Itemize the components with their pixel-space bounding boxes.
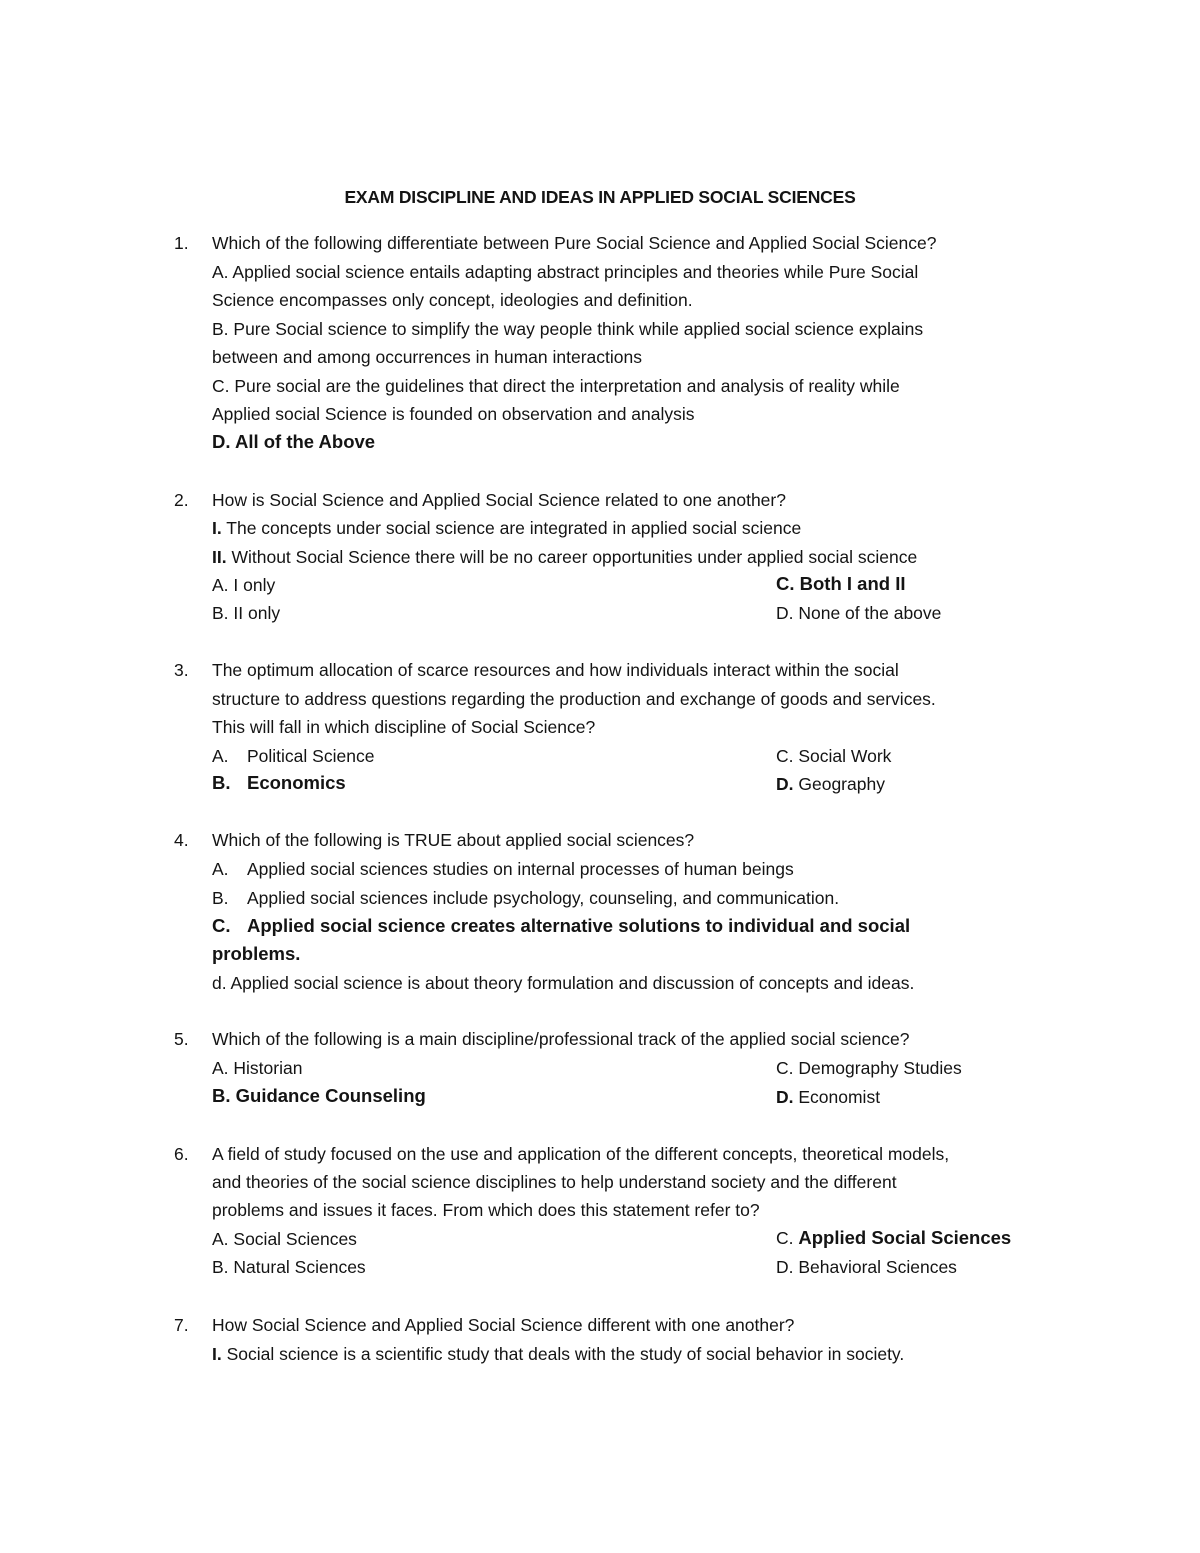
option-a: A. Social Sciences: [212, 1229, 357, 1249]
option-label: A.: [212, 746, 229, 766]
option-label: B.: [212, 772, 231, 793]
option-a: A. Applied social science entails adapting abstract principles and theories while Pure Social: [212, 262, 919, 282]
option-c: C. Pure social are the guidelines that direct the interpretation and analysis of reality while: [212, 376, 900, 396]
option-d: [776, 773, 885, 795]
option-b-answer: B. Guidance Counseling: [212, 1085, 426, 1106]
statement-label: II.: [212, 547, 227, 567]
question-text: A field of study focused on the use and application of the different concepts, theoretical models,: [212, 1144, 950, 1164]
option-text: II only: [228, 603, 281, 623]
statement-text: Without Social Science there will be no career opportunities under applied social science: [226, 547, 918, 567]
option-label: C.: [776, 1228, 799, 1248]
option-c-cont: Applied social Science is founded on observation and analysis: [212, 404, 695, 424]
statement-text: Social science is a scientific study that deals with the study of social behavior in society.: [221, 1344, 905, 1364]
question-number: 2.: [174, 490, 189, 510]
option-text: Geography: [793, 774, 885, 794]
option-text: Economics: [247, 772, 346, 793]
option-label: B.: [212, 888, 229, 908]
question-number: 5.: [174, 1029, 189, 1049]
question-text-cont: This will fall in which discipline of Social Science?: [212, 717, 596, 737]
option-c-answer: [776, 1227, 1011, 1249]
statement-1: [212, 1343, 904, 1365]
option-b: [212, 602, 280, 624]
statement-1: [212, 517, 801, 539]
option-c-answer: C. Both I and II: [776, 573, 906, 594]
option-b: B. Pure Social science to simplify the way people think while applied social science explains: [212, 319, 924, 339]
question-text: The optimum allocation of scarce resources and how individuals interact within the social: [212, 660, 899, 680]
option-d: [776, 1086, 880, 1108]
question-text-cont: problems and issues it faces. From which does this statement refer to?: [212, 1200, 760, 1220]
option-b-answer: [212, 772, 346, 794]
option-c: C. Social Work: [776, 746, 892, 766]
option-b-cont: between and among occurrences in human interactions: [212, 347, 642, 367]
option-text: Economist: [793, 1087, 881, 1107]
question-number: 1.: [174, 233, 189, 253]
question-text: Which of the following differentiate between Pure Social Science and Applied Social Science?: [212, 233, 937, 253]
question-text-cont: structure to address questions regarding the production and exchange of goods and services.: [212, 689, 936, 709]
option-d: D. None of the above: [776, 603, 942, 623]
option-a: A. I only: [212, 575, 276, 595]
question-number: 4.: [174, 830, 189, 850]
option-c-answer-cont: problems.: [212, 943, 301, 964]
option-text: Applied social science creates alternative solutions to individual and social: [247, 915, 911, 936]
question-text-cont: and theories of the social science disciplines to help understand society and the different: [212, 1172, 897, 1192]
option-label: B.: [212, 603, 229, 623]
option-a: [212, 858, 794, 880]
option-d: d. Applied social science is about theory formulation and discussion of concepts and ideas.: [212, 973, 915, 993]
statement-label: I.: [212, 1344, 222, 1364]
option-label: D.: [776, 1087, 794, 1107]
option-text: Applied social sciences include psychology, counseling, and communication.: [247, 888, 840, 908]
question-text: How is Social Science and Applied Social Science related to one another?: [212, 490, 786, 510]
page-title: EXAM DISCIPLINE AND IDEAS IN APPLIED SOCIAL SCIENCES: [344, 187, 856, 207]
question-number: 7.: [174, 1315, 189, 1335]
question-number: 3.: [174, 660, 189, 680]
option-d-answer: D. All of the Above: [212, 431, 376, 452]
option-c: C. Demography Studies: [776, 1058, 962, 1078]
option-label: C.: [212, 915, 231, 936]
option-label: D.: [776, 774, 794, 794]
statement-2: [212, 546, 917, 568]
option-text: Applied social sciences studies on internal processes of human beings: [247, 859, 794, 879]
statement-text: The concepts under social science are integrated in applied social science: [221, 518, 802, 538]
option-a: [212, 745, 374, 767]
question-text: Which of the following is a main discipline/professional track of the applied social science?: [212, 1029, 910, 1049]
option-text: Applied Social Sciences: [798, 1227, 1012, 1248]
option-c-answer: [212, 915, 910, 937]
question-text: Which of the following is TRUE about applied social sciences?: [212, 830, 695, 850]
option-a: A. Historian: [212, 1058, 303, 1078]
option-a-cont: Science encompasses only concept, ideologies and definition.: [212, 290, 693, 310]
statement-label: I.: [212, 518, 222, 538]
option-b: [212, 887, 839, 909]
question-number: 6.: [174, 1144, 189, 1164]
question-text: How Social Science and Applied Social Science different with one another?: [212, 1315, 795, 1335]
option-label: A.: [212, 859, 229, 879]
option-b: B. Natural Sciences: [212, 1257, 366, 1277]
option-d: D. Behavioral Sciences: [776, 1257, 957, 1277]
option-text: Political Science: [247, 746, 375, 766]
